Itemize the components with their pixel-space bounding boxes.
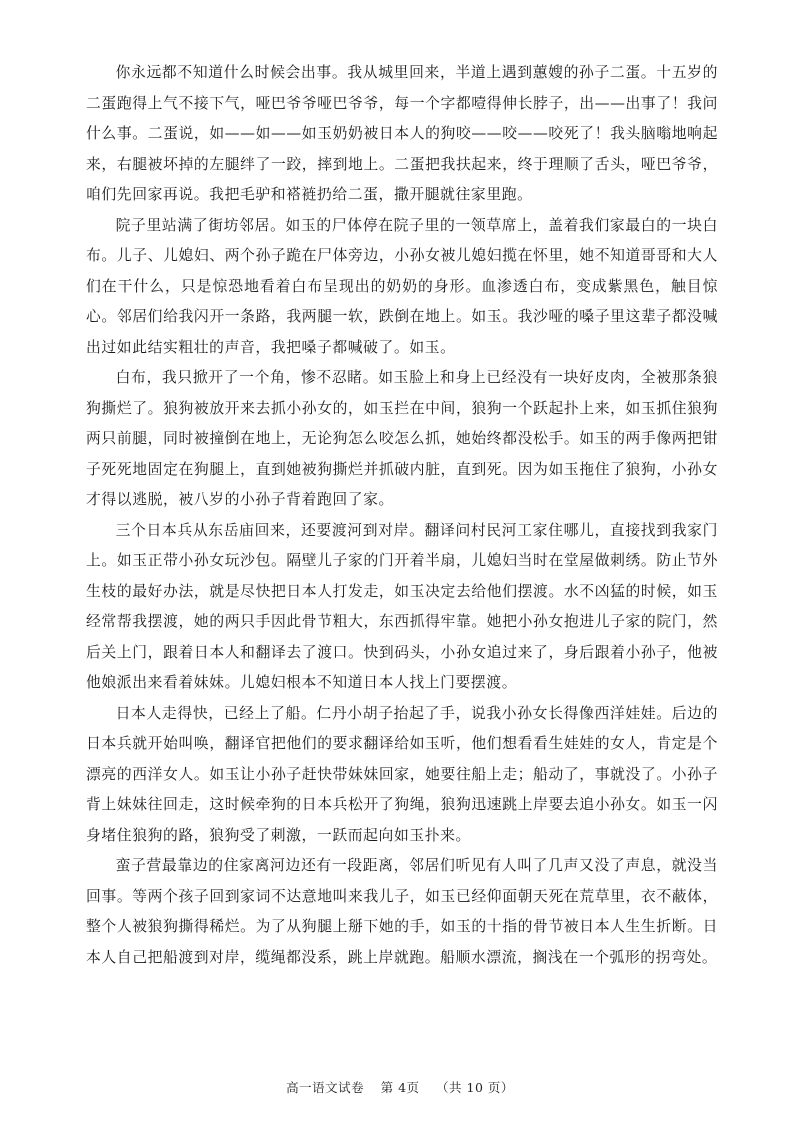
paragraph-5: 日本人走得快，已经上了船。仁丹小胡子抬起了手，说我小孙女长得像西洋娃娃。后边的日本兵就开始叫唤，翻译官把他们的要求翻译给如玉听，他们想看看生娃娃的女人，肯定是个漂亮的西洋女人。如玉让小孙子赶快带妹妹回家，她要往船上走；船动了，事就没了。小孙子背上妹妹往回走，这时候牵狗的日本兵松开了狗绳，狼狗迅速跳上岸要去追小孙女。如玉一闪身堵住狼狗的路，狼狗受了刺激，一跃而起向如玉扑来。 [86,704,718,844]
paragraph-1: 你永远都不知道什么时候会出事。我从城里回来，半道上遇到蕙嫂的孙子二蛋。十五岁的二蛋跑得上气不接下气，哑巴爷爷哑巴爷爷，每一个字都噎得伸长脖子，出——出事了！我问什么事。二蛋说，如——如——如玉奶奶被日本人的狗咬——咬——咬死了！我头脑嗡地响起来，右腿被坏掉的左腿绊了一跤，摔到地上。二蛋把我扶起来，终于理顺了舌头，哑巴爷爷，咱们先回家再说。我把毛驴和褡裢扔给二蛋，撒开腿就往家里跑。 [86,64,718,203]
footer-page-number: 第 4页 [380,1080,420,1095]
paragraph-3: 白布，我只掀开了一个角，惨不忍睹。如玉脸上和身上已经没有一块好皮肉，全被那条狼狗撕烂了。狼狗被放开来去抓小孙女的，如玉拦在中间，狼狗一个跃起扑上来，如玉抓住狼狗两只前腿，同时被撞倒在地上，无论狗怎么咬怎么抓，她始终都没松手。如玉的两手像两把钳子死死地固定在狗腿上，直到她被狗撕烂并抓破内脏，直到死。因为如玉拖住了狼狗，小孙女才得以逃脱，被八岁的小孙子背着跑回了家。 [86,369,718,508]
footer-total-pages: （共 10 页） [436,1080,514,1095]
footer-exam-title: 高一语文试卷 [286,1080,365,1095]
passage-body [86,58,718,973]
paragraph-4: 三个日本兵从东岳庙回来，还要渡河到对岸。翻译问村民河工家住哪儿，直接找到我家门上。如玉正带小孙女玩沙包。隔壁儿子家的门开着半扇，儿媳妇当时在堂屋做刺绣。防止节外生枝的最好办法，就是尽快把日本人打发走，如玉决定去给他们摆渡。水不凶猛的时候，如玉经常帮我摆渡，她的两只手因此骨节粗大，东西抓得牢靠。她把小孙女抱进儿子家的院门，然后关上门，跟着日本人和翻译去了渡口。快到码头，小孙女追过来了，身后跟着小孙子，他被他娘派出来看着妹妹。儿媳妇根本不知道日本人找上门要摆渡。 [86,521,718,691]
paragraph-2: 院子里站满了街坊邻居。如玉的尸体停在院子里的一领草席上，盖着我们家最白的一块白布。儿子、儿媳妇、两个孙子跪在尸体旁边，小孙女被儿媳妇揽在怀里，她不知道哥哥和大人们在干什么，只是惊恐地看着白布呈现出的奶奶的身形。血渗透白布，变成紫黑色，触目惊心。邻居们给我闪开一条路，我两腿一软，跌倒在地上。如玉。我沙哑的嗓子里这辈子都没喊出过如此结实粗壮的声音，我把嗓子都喊破了。如玉。 [86,216,718,356]
page-footer [0,1078,800,1096]
paragraph-6: 蛮子营最靠边的住家离河边还有一段距离，邻居们听见有人叫了几声又没了声息，就没当回事。等两个孩子回到家词不达意地叫来我儿子，如玉已经仰面朝天死在荒草里，衣不蔽体，整个人被狼狗撕得稀烂。为了从狗腿上掰下她的手，如玉的十指的骨节被日本人生生折断。日本人自己把船渡到对岸，缆绳都没系，跳上岸就跑。船顺水漂流，搁浅在一个弧形的拐弯处。 [86,857,718,966]
